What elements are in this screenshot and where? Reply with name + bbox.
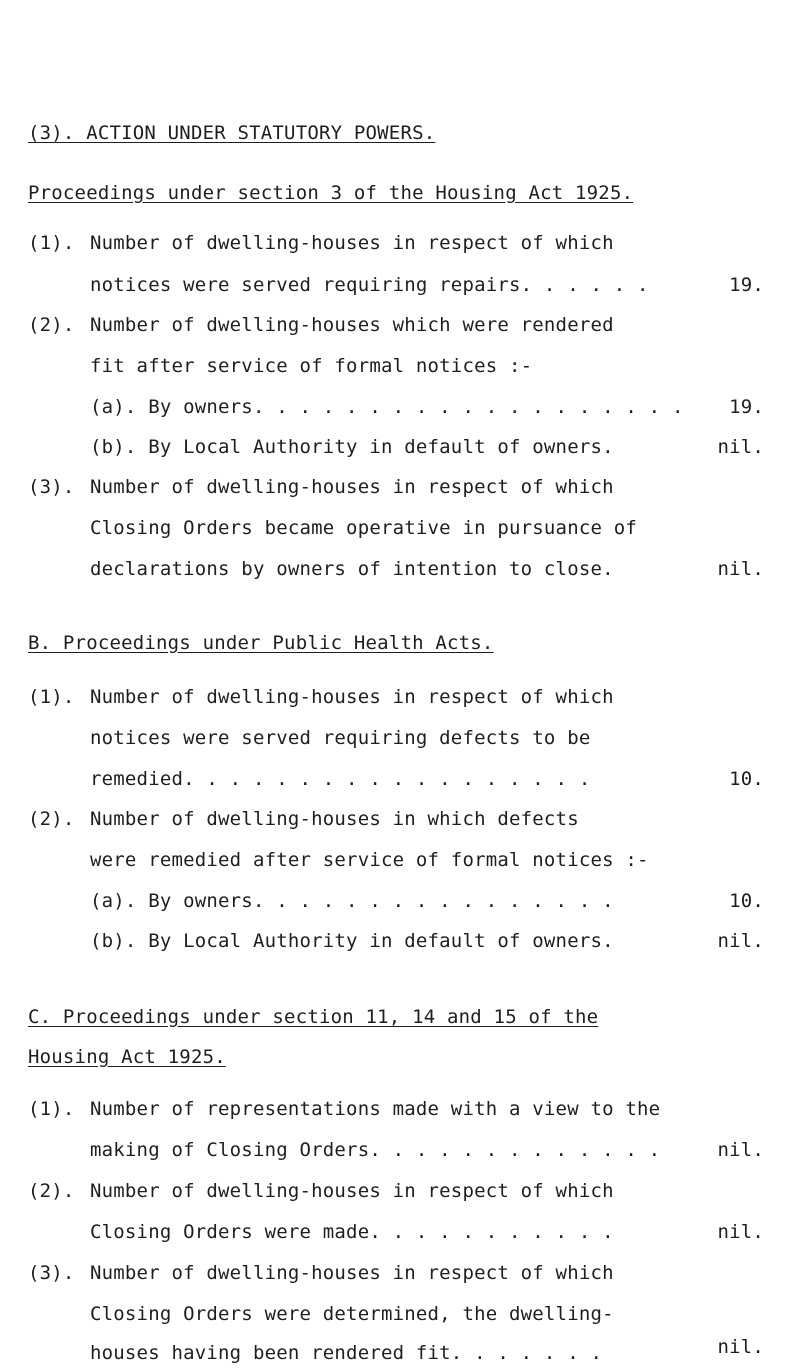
section-c-item-3-line-1: Number of dwelling-houses in respect of which (90, 1262, 614, 1284)
section-a-item-3-number: (3). (28, 476, 75, 498)
section-a-item-1-value: 19. (729, 274, 764, 296)
section-b-item-2-line-1: Number of dwelling-houses in which defects (90, 808, 579, 830)
section-b-item-2-number: (2). (28, 808, 75, 830)
section-c-item-2-number: (2). (28, 1180, 75, 1202)
section-c-heading-line-2: Housing Act 1925. (28, 1046, 226, 1068)
section-b-item-2-sub-a-value: 10. (729, 890, 764, 912)
section-a-item-1-line-1: Number of dwelling-houses in respect of which (90, 232, 614, 254)
section-a-item-2-sub-a-value: 19. (729, 396, 764, 418)
section-c-item-2-line-2: Closing Orders were made. . . . . . . . . . . (90, 1221, 614, 1243)
section-a-item-1-line-2: notices were served requiring repairs. . . . . . (90, 274, 649, 296)
section-b-item-1-line-1: Number of dwelling-houses in respect of which (90, 686, 614, 708)
section-c-heading-line-1: C. Proceedings under section 11, 14 and 15 of the (28, 1006, 599, 1028)
section-c-item-1-line-1: Number of representations made with a view to the (90, 1098, 661, 1120)
section-c-item-1-line-2: making of Closing Orders. . . . . . . . . . . . . (90, 1139, 661, 1161)
section-a-item-2-sub-b-value: nil. (717, 436, 764, 458)
section-c-item-1-number: (1). (28, 1098, 75, 1120)
section-b-item-1-line-2: notices were served requiring defects to be (90, 727, 591, 749)
section-a-item-2-number: (2). (28, 314, 75, 336)
section-c-item-2-line-1: Number of dwelling-houses in respect of which (90, 1180, 614, 1202)
section-a-item-2-sub-b: (b). By Local Authority in default of owners. (90, 436, 614, 458)
section-a-item-1-number: (1). (28, 232, 75, 254)
section-a-item-3-line-2: Closing Orders became operative in pursuance of (90, 517, 638, 539)
section-b-item-1-line-3: remedied. . . . . . . . . . . . . . . . . . (90, 768, 591, 790)
section-c-item-3-number: (3). (28, 1262, 75, 1284)
section-c-item-3-value: nil. (717, 1336, 764, 1358)
section-c-item-3-line-2: Closing Orders were determined, the dwelling- (90, 1303, 614, 1325)
page-title: (3). ACTION UNDER STATUTORY POWERS. (28, 122, 436, 144)
section-a-item-3-value: nil. (717, 558, 764, 580)
section-a-heading: Proceedings under section 3 of the Housing Act 1925. (28, 182, 634, 204)
section-a-item-3-line-3: declarations by owners of intention to close. (90, 558, 614, 580)
section-c-item-1-value: nil. (717, 1139, 764, 1161)
section-b-item-2-sub-b-value: nil. (717, 930, 764, 952)
section-a-item-3-line-1: Number of dwelling-houses in respect of which (90, 476, 614, 498)
section-b-item-1-number: (1). (28, 686, 75, 708)
section-c-item-3-line-3: houses having been rendered fit. . . . . . . (90, 1342, 603, 1364)
section-b-item-2-sub-a: (a). By owners. . . . . . . . . . . . . . . . (90, 890, 614, 912)
section-a-item-2-line-1: Number of dwelling-houses which were rendered (90, 314, 614, 336)
section-c-item-2-value: nil. (717, 1221, 764, 1243)
section-a-item-2-line-2: fit after service of formal notices :- (90, 355, 533, 377)
section-b-heading: B. Proceedings under Public Health Acts. (28, 632, 494, 654)
section-b-item-2-sub-b: (b). By Local Authority in default of owners. (90, 930, 614, 952)
section-b-item-2-line-2: were remedied after service of formal notices :- (90, 849, 649, 871)
section-b-item-1-value: 10. (729, 768, 764, 790)
section-a-item-2-sub-a: (a). By owners. . . . . . . . . . . . . . . . . . . (90, 396, 684, 418)
